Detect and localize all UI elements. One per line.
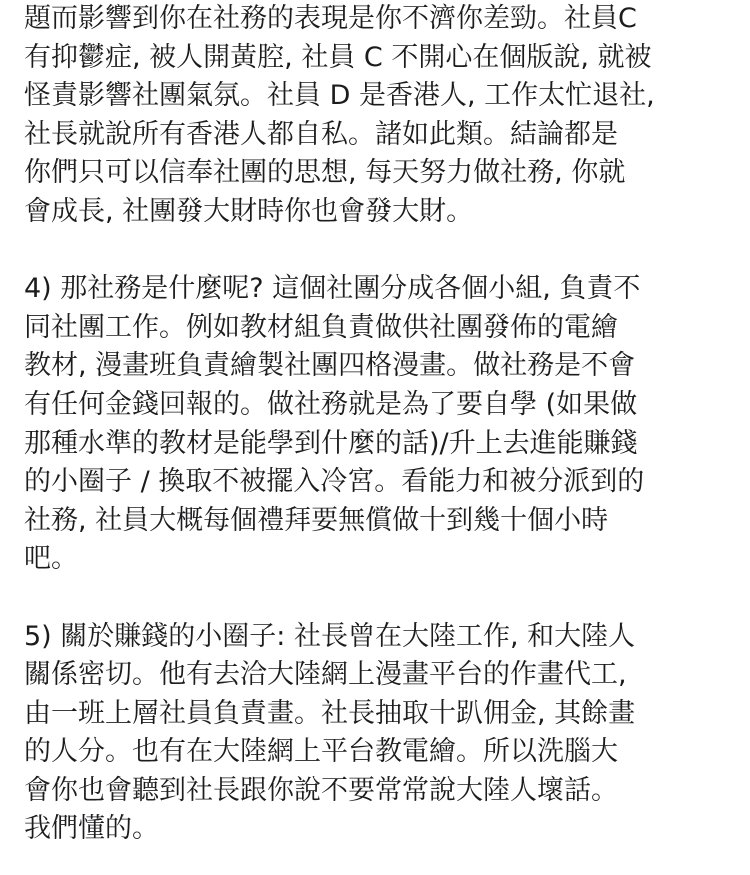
text-line: 由一班上層社員負責畫。社長抽取十趴佣金, 其餘畫: [24, 697, 636, 729]
text-line: 教材, 漫畫班負責繪製社團四格漫畫。做社務是不會: [24, 350, 636, 382]
text-line: 會成長, 社團發大財時你也會發大財。: [24, 195, 474, 227]
paragraph-gap: [24, 232, 734, 271]
text-line: 有抑鬱症, 被人開黃腔, 社員 C 不開心在個版說, 就被: [24, 41, 652, 73]
text-line: 同社團工作。例如教材組負責做供社團發佈的電繪: [24, 311, 618, 343]
text-line: 那種水準的教材是能學到什麼的話)/升上去進能賺錢: [24, 427, 638, 459]
text-line: 社務, 社員大概每個禮拜要無償做十到幾十個小時: [24, 504, 609, 536]
text-line: 你們只可以信奉社團的思想, 每天努力做社務, 你就: [24, 157, 626, 189]
text-line: 我們懂的。: [24, 813, 159, 845]
text-line: 題而影響到你在社務的表現是你不濟你差勁。社員C: [24, 3, 637, 34]
text-line: 社長就說所有香港人都自私。諸如此類。結論都是: [24, 118, 618, 150]
paragraph-2: [24, 270, 734, 579]
paragraph-3: [24, 618, 734, 850]
paragraph-gap: [24, 579, 734, 618]
text-line: 的小圈子 / 換取不被擺入冷宮。看能力和被分派到的: [24, 466, 645, 498]
text-line: 會你也會聽到社長跟你說不要常常說大陸人壞話。: [24, 774, 618, 806]
post-body: [24, 0, 734, 849]
text-line: 有任何金錢回報的。做社務就是為了要自學 (如果做: [24, 388, 638, 420]
text-line: 的人分。也有在大陸網上平台教電繪。所以洗腦大: [24, 736, 618, 768]
text-line: 吧。: [24, 543, 78, 575]
text-line: 關係密切。他有去洽大陸網上漫畫平台的作畫代工,: [24, 659, 627, 691]
paragraph-1: [24, 0, 734, 232]
text-line: 4) 那社務是什麼呢? 這個社團分成各個小組, 負責不: [24, 273, 641, 305]
text-line: 怪責影響社團氣氛。社員 D 是香港人, 工作太忙退社,: [24, 80, 655, 112]
text-line: 5) 關於賺錢的小圈子: 社長曾在大陸工作, 和大陸人: [24, 620, 636, 652]
